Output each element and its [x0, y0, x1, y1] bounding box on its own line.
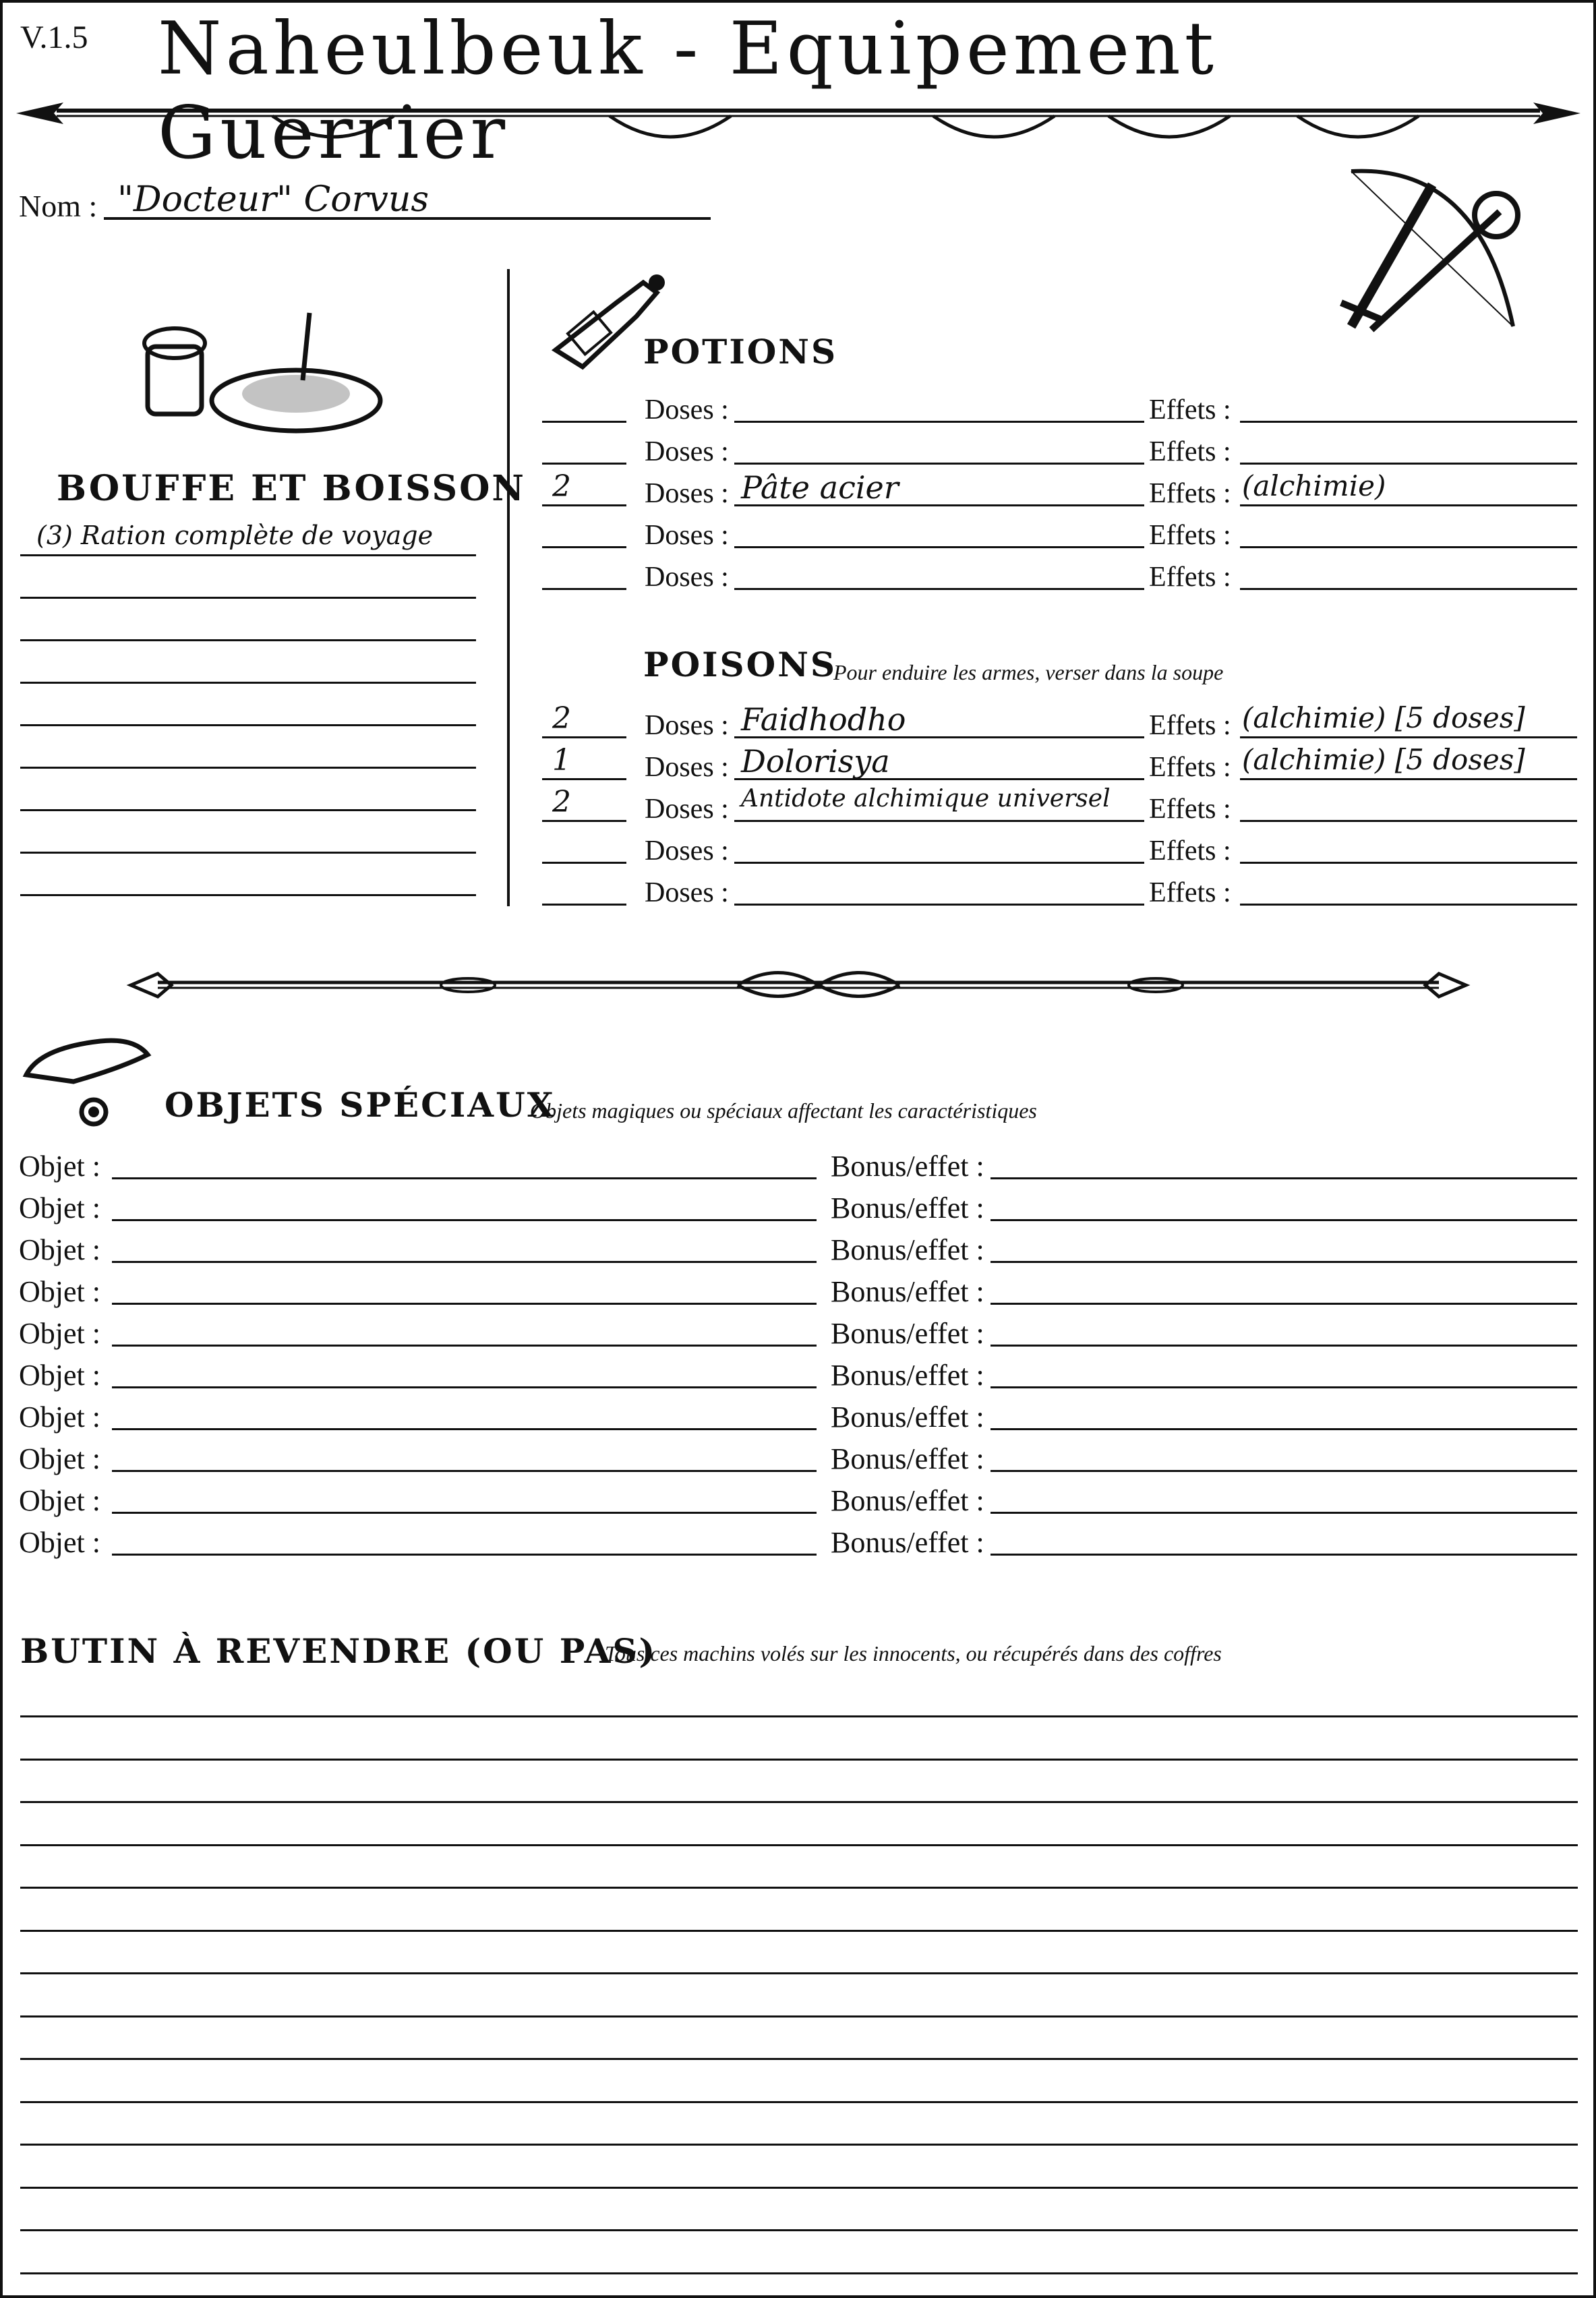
special-subtitle: Objets magiques ou spéciaux affectant les caractéristiques	[530, 1098, 1037, 1123]
poison-qty[interactable]: 1	[552, 743, 571, 777]
potion-qty-line	[542, 546, 626, 548]
special-heading: OBJETS SPÉCIAUX	[165, 1085, 556, 1125]
loot-line	[20, 1759, 1578, 1761]
potion-effect-label: Effets :	[1149, 520, 1231, 551]
bonus-label: Bonus/effet :	[831, 1191, 984, 1225]
poison-effect-label: Effets :	[1149, 710, 1231, 741]
bonus-line	[991, 1470, 1577, 1472]
bonus-line	[991, 1303, 1577, 1305]
potion-name-line	[734, 421, 1144, 423]
bonus-label: Bonus/effet :	[831, 1150, 984, 1183]
object-line	[112, 1554, 817, 1556]
object-line	[112, 1219, 817, 1221]
potion-name-line	[734, 588, 1144, 590]
loot-subtitle: Tous ces machins volés sur les innocents, ou récupérés dans des coffres	[605, 1641, 1222, 1666]
spear-divider-icon	[16, 84, 1580, 151]
food-line	[20, 554, 476, 556]
bonus-label: Bonus/effet :	[831, 1359, 984, 1392]
name-field[interactable]: "Docteur" Corvus	[117, 179, 430, 220]
poison-dose-label: Doses :	[645, 710, 729, 741]
version-label: V.1.5	[20, 20, 88, 55]
potion-qty-line	[542, 588, 626, 590]
bonus-label: Bonus/effet :	[831, 1526, 984, 1559]
object-line	[112, 1512, 817, 1514]
object-label: Objet :	[19, 1317, 100, 1350]
potion-effect-line	[1240, 463, 1577, 465]
poisons-heading: POISONS	[643, 645, 837, 684]
potion-effect[interactable]: (alchimie)	[1242, 469, 1386, 502]
poison-effect[interactable]: (alchimie) [5 doses]	[1242, 701, 1525, 734]
object-line	[112, 1177, 817, 1179]
bonus-label: Bonus/effet :	[831, 1233, 984, 1266]
poison-qty-line	[542, 820, 626, 822]
potion-qty-line	[542, 421, 626, 423]
potion-effect-label: Effets :	[1149, 562, 1231, 593]
poison-effect-label: Effets :	[1149, 835, 1231, 866]
poison-effect-line	[1240, 820, 1577, 822]
potion-effect-line	[1240, 421, 1577, 423]
poison-effect[interactable]: (alchimie) [5 doses]	[1242, 743, 1525, 776]
object-label: Objet :	[19, 1526, 100, 1559]
object-label: Objet :	[19, 1191, 100, 1225]
object-label: Objet :	[19, 1484, 100, 1517]
bonus-line	[991, 1512, 1577, 1514]
bonus-label: Bonus/effet :	[831, 1401, 984, 1434]
object-label: Objet :	[19, 1150, 100, 1183]
object-line	[112, 1261, 817, 1263]
food-line	[20, 852, 476, 854]
object-line	[112, 1303, 817, 1305]
poison-dose-label: Doses :	[645, 835, 729, 866]
loot-line	[20, 2015, 1578, 2017]
bonus-line	[991, 1177, 1577, 1179]
potion-effect-line	[1240, 588, 1577, 590]
food-plate-icon	[141, 306, 384, 441]
poison-effect-line	[1240, 778, 1577, 780]
poison-dose-label: Doses :	[645, 752, 729, 783]
loot-line	[20, 2187, 1578, 2189]
poison-effect-label: Effets :	[1149, 752, 1231, 783]
potion-qty[interactable]: 2	[552, 469, 571, 504]
object-label: Objet :	[19, 1359, 100, 1392]
potion-dose-label: Doses :	[645, 562, 729, 593]
object-line	[112, 1428, 817, 1430]
poison-name-line	[734, 904, 1144, 906]
poison-qty[interactable]: 2	[552, 701, 571, 736]
bonus-line	[991, 1428, 1577, 1430]
poison-name[interactable]: Faidhodho	[741, 701, 906, 738]
poison-dose-label: Doses :	[645, 877, 729, 908]
potions-heading: POTIONS	[643, 332, 838, 372]
food-line	[20, 639, 476, 641]
loot-line	[20, 1715, 1578, 1717]
loot-line	[20, 2058, 1578, 2060]
potion-dose-label: Doses :	[645, 520, 729, 551]
potion-dose-label: Doses :	[645, 394, 729, 425]
loot-line	[20, 1844, 1578, 1846]
crossed-weapons-icon	[1324, 158, 1527, 340]
food-line	[20, 724, 476, 726]
poison-effect-label: Effets :	[1149, 794, 1231, 825]
poison-effect-line	[1240, 736, 1577, 738]
food-entry[interactable]: (3) Ration complète de voyage	[36, 521, 434, 550]
potion-effect-label: Effets :	[1149, 436, 1231, 467]
poison-qty[interactable]: 2	[552, 785, 571, 819]
object-label: Objet :	[19, 1233, 100, 1266]
object-label: Objet :	[19, 1442, 100, 1475]
loot-heading: BUTIN À REVENDRE (OU PAS)	[20, 1631, 657, 1671]
bonus-line	[991, 1345, 1577, 1347]
column-divider	[507, 269, 510, 906]
loot-line	[20, 2101, 1578, 2103]
food-line	[20, 767, 476, 769]
bonus-label: Bonus/effet :	[831, 1275, 984, 1308]
poison-name-line	[734, 862, 1144, 864]
food-line	[20, 894, 476, 896]
poison-qty-line	[542, 904, 626, 906]
bonus-label: Bonus/effet :	[831, 1442, 984, 1475]
food-heading: BOUFFE ET BOISSON	[57, 468, 526, 509]
bonus-label: Bonus/effet :	[831, 1484, 984, 1517]
loot-line	[20, 2229, 1578, 2231]
loot-line	[20, 1801, 1578, 1803]
staff-divider-icon	[131, 960, 1466, 1007]
bonus-line	[991, 1261, 1577, 1263]
potion-qty-line	[542, 504, 626, 506]
potion-dose-label: Doses :	[645, 436, 729, 467]
potion-name-line	[734, 463, 1144, 465]
poison-dose-label: Doses :	[645, 794, 729, 825]
loot-line	[20, 1972, 1578, 1974]
poison-name[interactable]: Antidote alchimique universel	[741, 785, 1111, 813]
loot-line	[20, 1930, 1578, 1932]
object-line	[112, 1386, 817, 1388]
poison-name[interactable]: Dolorisya	[741, 743, 890, 779]
page-title: Naheulbeuk - Equipement Guerrier	[158, 7, 1218, 175]
loot-line	[20, 1887, 1578, 1889]
bonus-label: Bonus/effet :	[831, 1317, 984, 1350]
poison-qty-line	[542, 778, 626, 780]
object-line	[112, 1470, 817, 1472]
poison-effect-line	[1240, 862, 1577, 864]
loot-line	[20, 2144, 1578, 2146]
food-line	[20, 809, 476, 811]
potion-name-line	[734, 546, 1144, 548]
poison-qty-line	[542, 736, 626, 738]
food-line	[20, 682, 476, 684]
potion-name[interactable]: Pâte acier	[741, 469, 899, 506]
potion-qty-line	[542, 463, 626, 465]
bonus-line	[991, 1554, 1577, 1556]
poison-effect-line	[1240, 904, 1577, 906]
loot-line	[20, 2272, 1578, 2274]
poison-name-line	[734, 820, 1144, 822]
bonus-line	[991, 1386, 1577, 1388]
poison-effect-label: Effets :	[1149, 877, 1231, 908]
object-label: Objet :	[19, 1401, 100, 1434]
bonus-line	[991, 1219, 1577, 1221]
potion-dose-label: Doses :	[645, 478, 729, 509]
food-line	[20, 597, 476, 599]
potion-effect-line	[1240, 504, 1577, 506]
object-line	[112, 1345, 817, 1347]
poisons-subtitle: Pour enduire les armes, verser dans la soupe	[833, 660, 1224, 684]
scroll-ring-icon	[20, 1028, 154, 1129]
potion-effect-label: Effets :	[1149, 394, 1231, 425]
object-label: Objet :	[19, 1275, 100, 1308]
potion-effect-label: Effets :	[1149, 478, 1231, 509]
name-label: Nom :	[19, 189, 98, 223]
potion-effect-line	[1240, 546, 1577, 548]
poison-qty-line	[542, 862, 626, 864]
